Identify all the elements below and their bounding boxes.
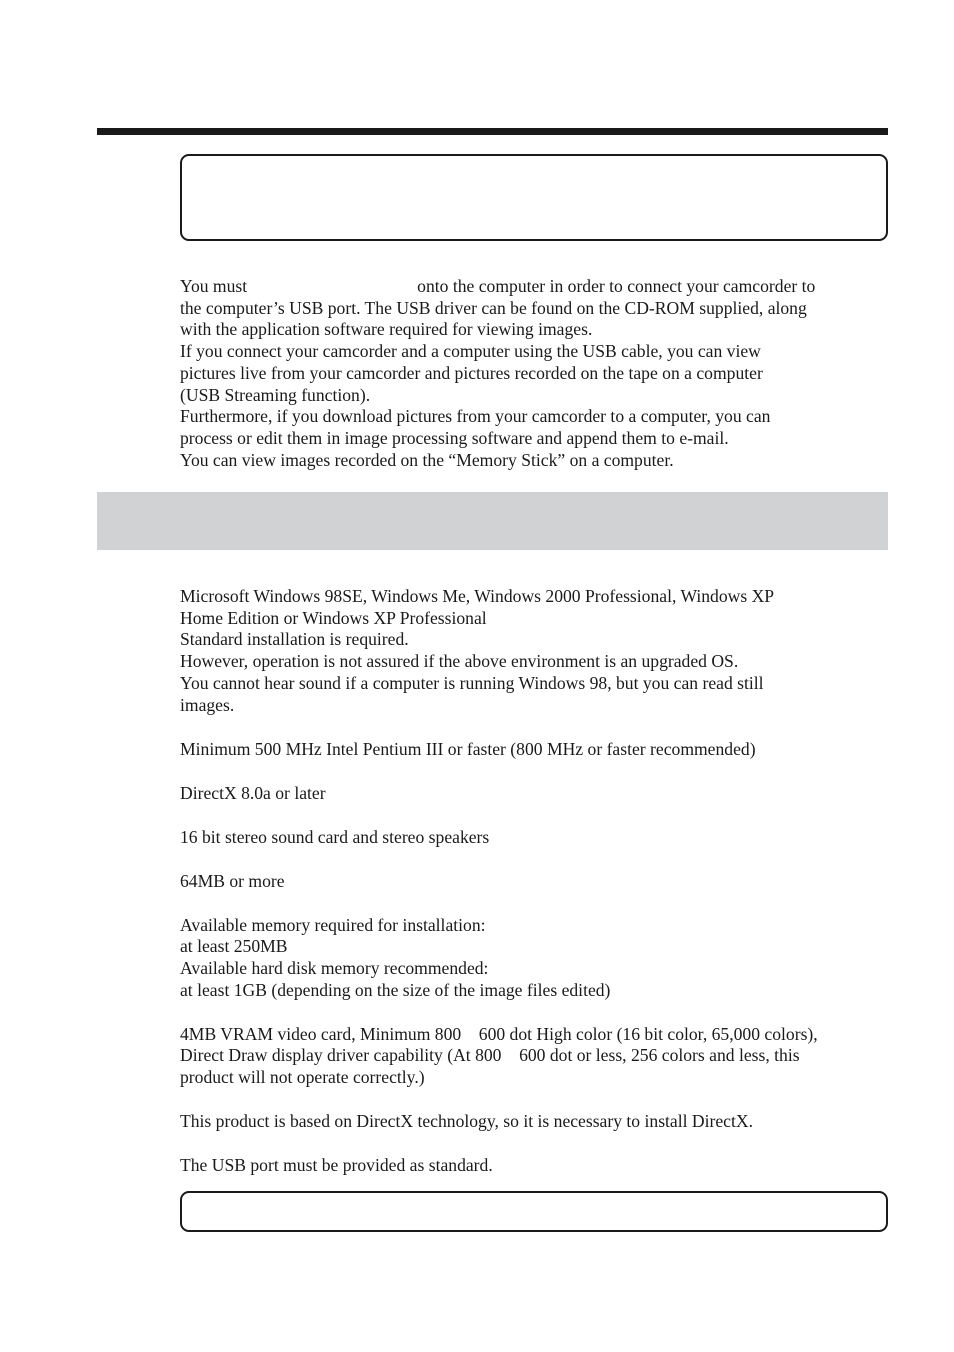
memory-line: 64MB or more xyxy=(180,870,285,891)
intro-line: the computer’s USB port. The USB driver can be found on the CD-ROM supplied, along xyxy=(180,297,807,318)
os-line: Standard installation is required. xyxy=(180,629,409,650)
application-line: DirectX 8.0a or later xyxy=(180,782,326,803)
os-line: Home Edition or Windows XP Professional xyxy=(180,607,487,628)
spacer xyxy=(180,1001,892,1023)
intro-line-end: onto the computer in order to connect your camcorder to xyxy=(417,276,816,296)
display-line: product will not operate correctly.) xyxy=(180,1067,425,1088)
intro-line: Furthermore, if you download pictures from your camcorder to a computer, you can xyxy=(180,406,771,427)
intro-line: You can view images recorded on the “Memory Stick” on a computer. xyxy=(180,449,674,470)
intro-line xyxy=(180,276,892,298)
intro-line: If you connect your camcorder and a computer using the USB cable, you can view xyxy=(180,341,761,362)
header-rule xyxy=(97,128,888,135)
os-line: images. xyxy=(180,694,235,715)
others-line: This product is based on DirectX technology, so it is necessary to install DirectX. xyxy=(180,1111,753,1132)
system-requirements xyxy=(180,586,892,1177)
hard-disk-line: Available memory required for installation: xyxy=(180,914,486,935)
display-line: Direct Draw display driver capability (At 800 600 dot or less, 256 colors and less, this xyxy=(180,1045,800,1066)
spacer xyxy=(180,760,892,782)
hard-disk-line: at least 1GB (depending on the size of the image files edited) xyxy=(180,979,611,1000)
others-line: The USB port must be provided as standard. xyxy=(180,1155,493,1176)
cpu-line: Minimum 500 MHz Intel Pentium III or faster (800 MHz or faster recommended) xyxy=(180,738,756,759)
spacer xyxy=(180,1133,892,1155)
intro-paragraph xyxy=(180,276,892,471)
hard-disk-line: at least 250MB xyxy=(180,936,288,957)
spacer xyxy=(180,716,892,738)
intro-line-start: You must xyxy=(180,276,248,296)
section-heading-band xyxy=(97,492,888,550)
spacer xyxy=(180,804,892,826)
intro-line: pictures live from your camcorder and pictures recorded on the tape on a computer xyxy=(180,362,763,383)
spacer xyxy=(180,848,892,870)
os-line: However, operation is not assured if the above environment is an upgraded OS. xyxy=(180,651,739,672)
intro-line: process or edit them in image processing software and append them to e-mail. xyxy=(180,427,729,448)
sound-line: 16 bit stereo sound card and stereo speakers xyxy=(180,826,490,847)
intro-line: with the application software required for viewing images. xyxy=(180,319,593,340)
notes-box xyxy=(180,1191,888,1232)
section-title-box xyxy=(180,154,888,241)
os-line: You cannot hear sound if a computer is running Windows 98, but you can read still xyxy=(180,672,764,693)
os-line: Microsoft Windows 98SE, Windows Me, Windows 2000 Professional, Windows XP xyxy=(180,586,775,606)
spacer xyxy=(180,1089,892,1111)
spacer xyxy=(180,892,892,914)
hard-disk-line: Available hard disk memory recommended: xyxy=(180,957,489,978)
intro-line: (USB Streaming function). xyxy=(180,384,371,405)
display-line: 4MB VRAM video card, Minimum 800 600 dot High color (16 bit color, 65,000 colors), xyxy=(180,1023,818,1044)
